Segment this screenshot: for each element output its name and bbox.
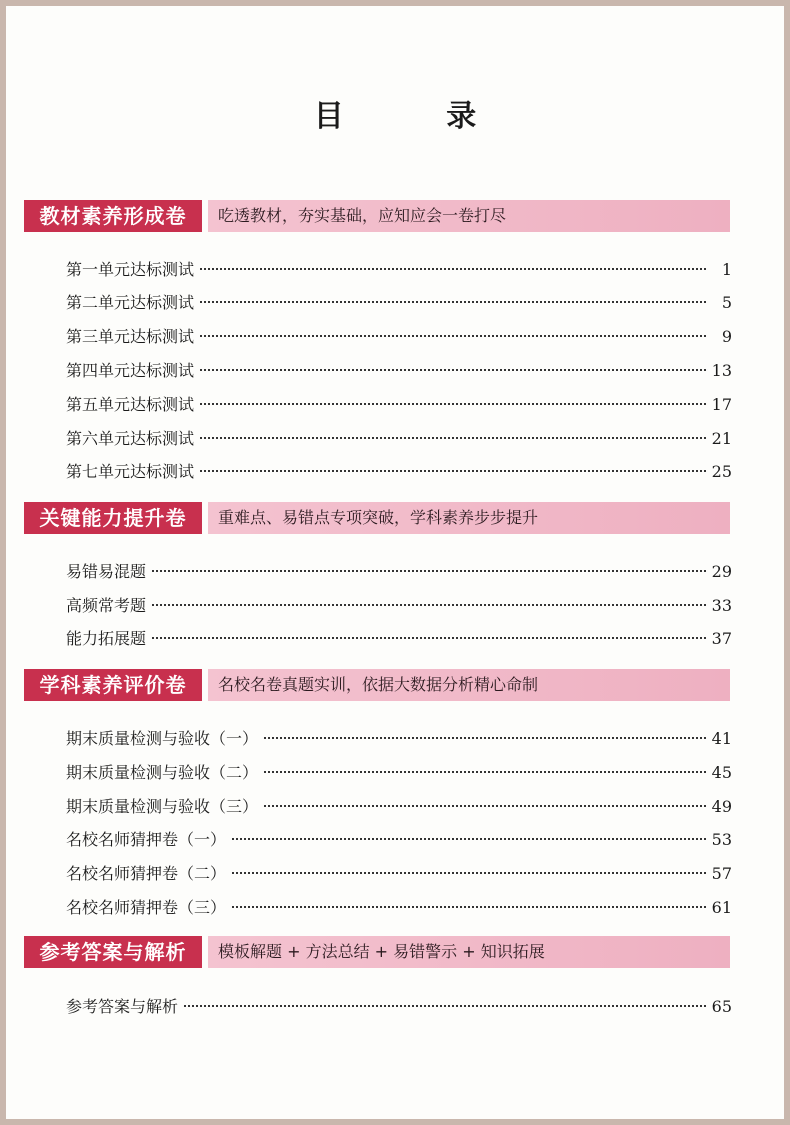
page-title: 目 录 (313, 99, 523, 134)
entry-label: 第三单元达标测试 (66, 327, 195, 346)
leader-dots (264, 737, 706, 739)
entry-label: 第二单元达标测试 (66, 293, 195, 312)
entry-label: 第一单元达标测试 (66, 260, 195, 279)
toc-entry[interactable] (66, 761, 732, 785)
toc-entry[interactable] (66, 393, 732, 417)
toc-entry[interactable] (66, 427, 732, 451)
toc-entry[interactable] (66, 862, 732, 886)
entry-page: 45 (711, 763, 732, 782)
entry-label: 能力拓展题 (66, 629, 147, 648)
entry-label: 期末质量检测与验收（二） (66, 763, 259, 782)
toc-entry[interactable] (66, 896, 732, 920)
leader-dots (200, 301, 706, 303)
entry-label: 第五单元达标测试 (66, 395, 195, 414)
entry-label: 名校名师猜押卷（三） (66, 898, 227, 917)
leader-dots (232, 906, 706, 908)
entry-label: 期末质量检测与验收（一） (66, 729, 259, 748)
entry-page: 29 (711, 562, 732, 581)
toc-entry[interactable] (66, 594, 732, 618)
toc-entry[interactable] (66, 995, 732, 1019)
entry-label: 第七单元达标测试 (66, 462, 195, 481)
section-slogan: 吃透教材，夯实基础，应知应会一卷打尽 (208, 200, 730, 232)
entry-page: 21 (711, 429, 732, 448)
entry-label: 名校名师猜押卷（一） (66, 830, 227, 849)
leader-dots (152, 570, 706, 572)
leader-dots (152, 604, 706, 606)
entry-page: 13 (711, 361, 732, 380)
entry-label: 高频常考题 (66, 596, 147, 615)
toc-entry[interactable] (66, 460, 732, 484)
leader-dots (264, 805, 706, 807)
section-header-1 (24, 200, 730, 232)
leader-dots (200, 437, 706, 439)
entry-page: 9 (721, 327, 732, 346)
entry-label: 第六单元达标测试 (66, 429, 195, 448)
section-label: 关键能力提升卷 (24, 502, 202, 534)
toc-entry[interactable] (66, 727, 732, 751)
entry-page: 65 (711, 997, 732, 1016)
entry-page: 37 (711, 629, 732, 648)
leader-dots (232, 838, 706, 840)
entry-page: 5 (721, 293, 732, 312)
section-label: 学科素养评价卷 (24, 669, 202, 701)
entry-page: 1 (721, 260, 732, 279)
toc-entry[interactable] (66, 828, 732, 852)
entry-page: 17 (711, 395, 732, 414)
section-header-2 (24, 502, 730, 534)
entry-label: 期末质量检测与验收（三） (66, 797, 259, 816)
leader-dots (232, 872, 706, 874)
entry-page: 49 (711, 797, 732, 816)
entry-label: 第四单元达标测试 (66, 361, 195, 380)
toc-entry[interactable] (66, 258, 732, 282)
section-slogan: 模板解题 + 方法总结 + 易错警示 + 知识拓展 (208, 936, 730, 968)
leader-dots (152, 637, 706, 639)
entry-page: 41 (711, 729, 732, 748)
section-header-3 (24, 669, 730, 701)
section-label: 教材素养形成卷 (24, 200, 202, 232)
entry-label: 名校名师猜押卷（二） (66, 864, 227, 883)
entry-page: 61 (711, 898, 732, 917)
toc-entry[interactable] (66, 325, 732, 349)
entry-page: 25 (711, 462, 732, 481)
entry-page: 53 (711, 830, 732, 849)
toc-entry[interactable] (66, 359, 732, 383)
leader-dots (200, 470, 706, 472)
leader-dots (200, 335, 706, 337)
leader-dots (200, 369, 706, 371)
toc-entry[interactable] (66, 560, 732, 584)
section-slogan: 名校名卷真题实训，依据大数据分析精心命制 (208, 669, 730, 701)
leader-dots (264, 771, 706, 773)
entry-page: 57 (711, 864, 732, 883)
toc-entry[interactable] (66, 627, 732, 651)
entry-label: 易错易混题 (66, 562, 147, 581)
toc-entry[interactable] (66, 291, 732, 315)
toc-page (6, 6, 784, 1119)
entry-page: 33 (711, 596, 732, 615)
toc-entry[interactable] (66, 795, 732, 819)
entry-label: 参考答案与解析 (66, 997, 179, 1016)
section-slogan: 重难点、易错点专项突破，学科素养步步提升 (208, 502, 730, 534)
leader-dots (184, 1005, 706, 1007)
leader-dots (200, 403, 706, 405)
section-label: 参考答案与解析 (24, 936, 202, 968)
section-header-4 (24, 936, 730, 968)
leader-dots (200, 268, 706, 270)
